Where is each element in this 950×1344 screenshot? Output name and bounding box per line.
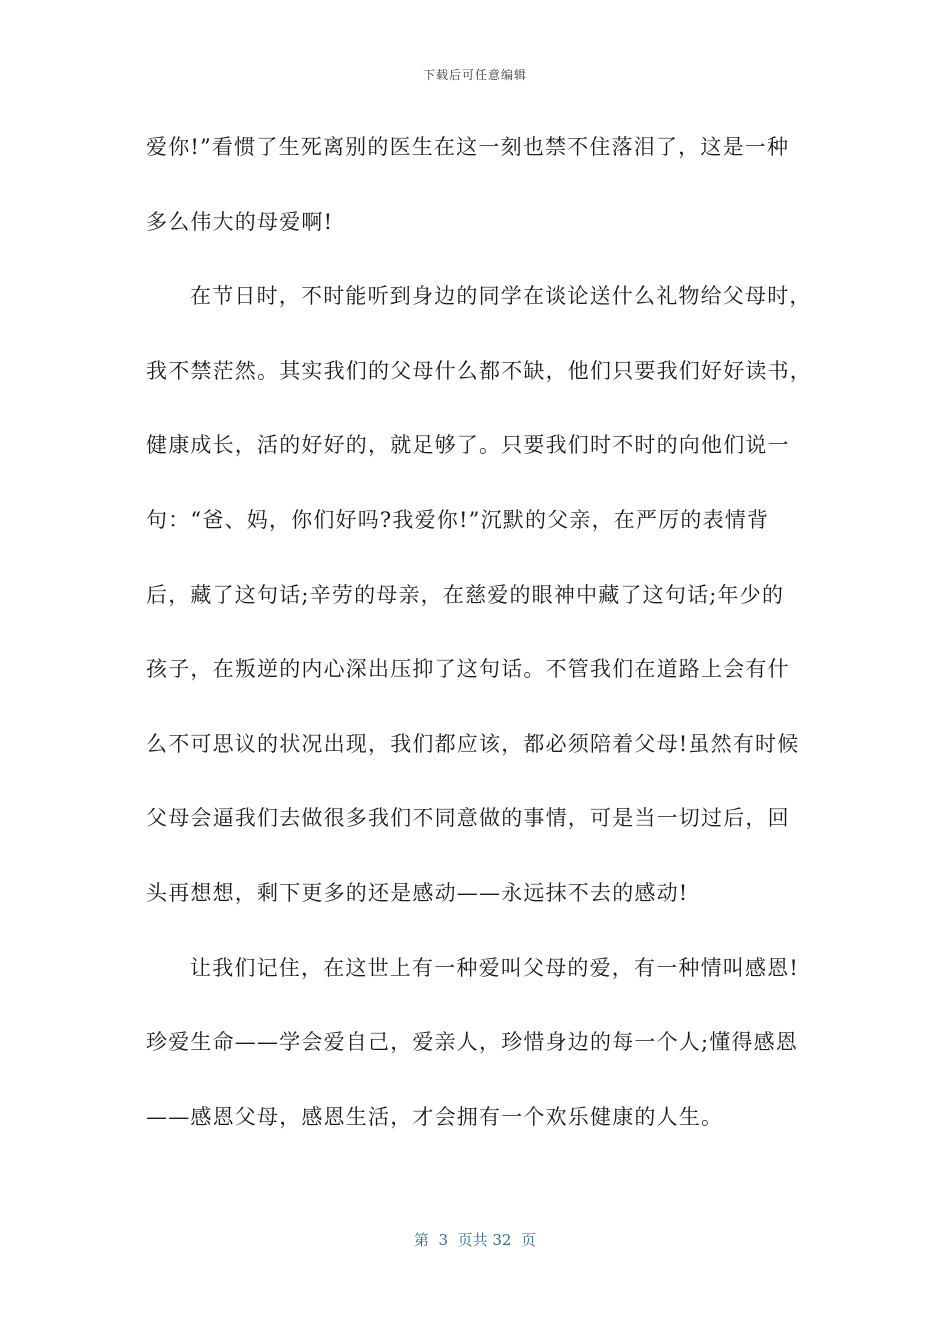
text-line: 后，藏了这句话;辛劳的母亲，在慈爱的眼神中藏了这句话;年少的: [146, 582, 785, 607]
text-line: ——感恩父母，感恩生活，才会拥有一个欢乐健康的人生。: [146, 1104, 724, 1129]
text-line: 珍爱生命——学会爱自己，爱亲人，珍惜身边的每一个人;懂得感恩: [146, 1030, 799, 1055]
page-header: 下载后可任意编辑: [422, 68, 527, 82]
document-body: [146, 123, 812, 1167]
text-line: 头再想想，剩下更多的还是感动——永远抹不去的感动!: [146, 880, 689, 905]
text-line: 健康成长，活的好好的，就足够了。只要我们时不时的向他们说一: [146, 433, 790, 458]
paragraph-start-line: 让我们记住，在这世上有一种爱叫父母的爱，有一种情叫感恩!: [190, 955, 800, 980]
text-line: 父母会逼我们去做很多我们不同意做的事情，可是当一切过后，回: [146, 806, 790, 831]
text-line: 爱你!”看惯了生死离别的医生在这一刻也禁不住落泪了，这是一种: [146, 135, 790, 159]
text-line: 么不可思议的状况出现，我们都应该，都必须陪着父母!虽然有时候: [146, 731, 800, 756]
page-number-footer: 第 3 页共 32 页: [413, 1231, 536, 1249]
text-line: 我不禁茫然。其实我们的父母什么都不缺，他们只要我们好好读书，: [146, 358, 812, 383]
text-line: 句：“爸、妈，你们好吗?我爱你!”沉默的父亲，在严厉的表情背: [146, 507, 770, 532]
text-line: 多么伟大的母爱啊!: [146, 209, 334, 234]
paragraph-start-line: 在节日时，不时能听到身边的同学在谈论送什么礼物给父母时，: [190, 284, 812, 309]
text-line: 孩子，在叛逆的内心深出压抑了这句话。不管我们在道路上会有什: [146, 657, 790, 682]
